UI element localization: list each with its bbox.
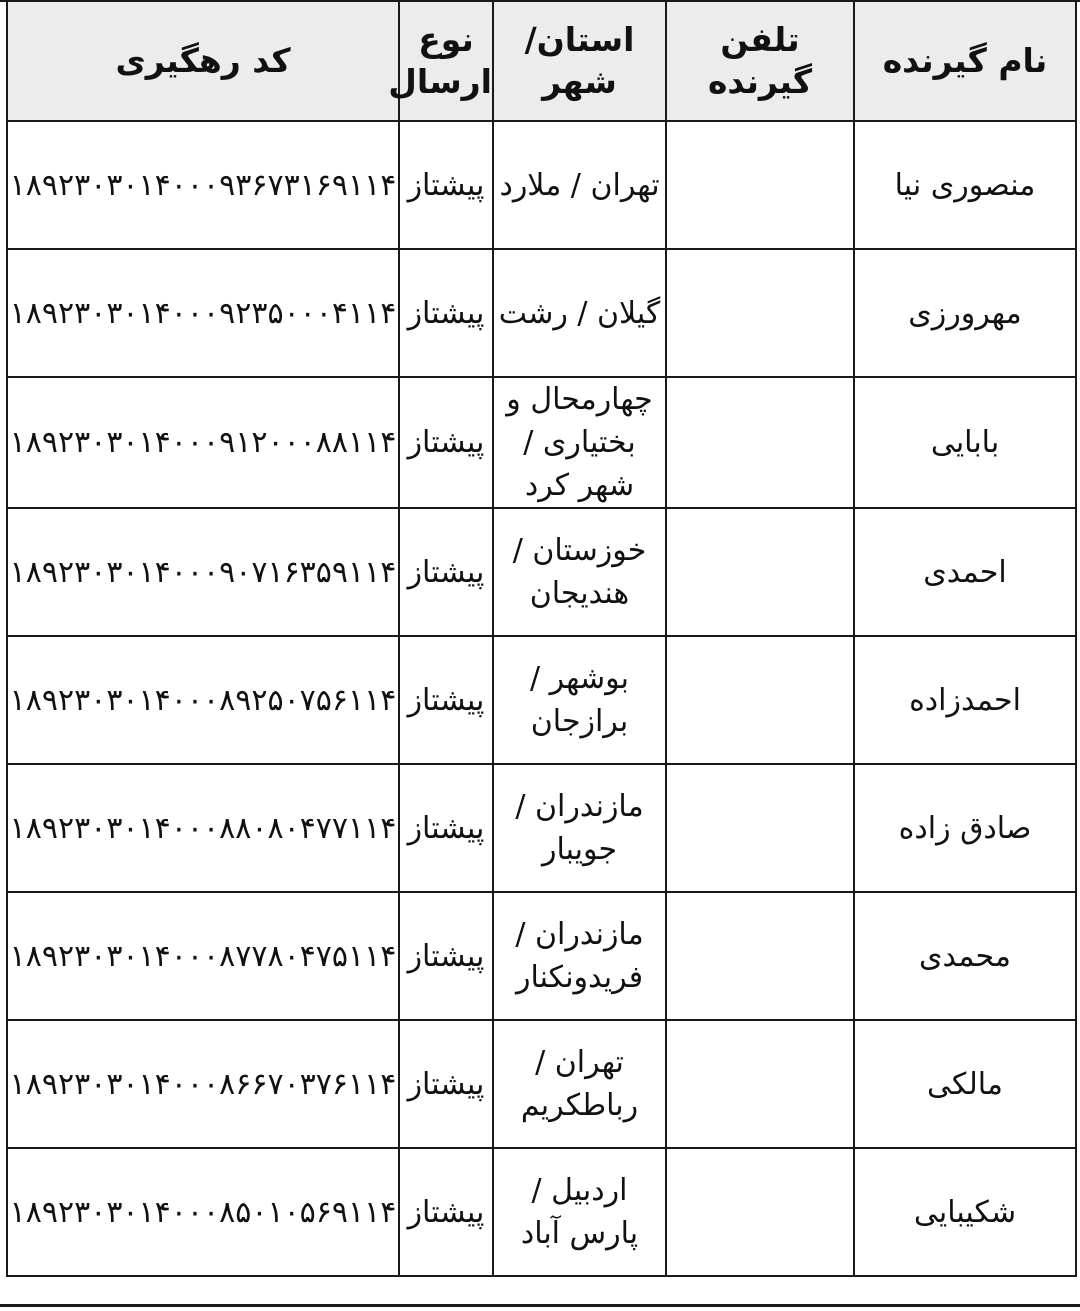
send-type-cell: پیشتاز	[399, 121, 493, 249]
province-city-cell: گیلان / رشت	[493, 249, 666, 377]
recipient-name-cell: شکیبایی	[854, 1148, 1076, 1276]
recipient-name-cell: محمدی	[854, 892, 1076, 1020]
header-recipient-phone: تلفن گیرنده	[666, 1, 854, 121]
province-city-cell: بوشهر / برازجان	[493, 636, 666, 764]
province-city-cell: مازندران / فریدونکنار	[493, 892, 666, 1020]
phone-cell	[666, 1020, 854, 1148]
header-province-city: استان/ شهر	[493, 1, 666, 121]
send-type-cell: پیشتاز	[399, 377, 493, 508]
send-type-cell: پیشتاز	[399, 892, 493, 1020]
send-type-cell: پیشتاز	[399, 249, 493, 377]
send-type-cell: پیشتاز	[399, 1020, 493, 1148]
tracking-code-cell: ۱۸۹۲۳۰۳۰۱۴۰۰۰۹۳۶۷۳۱۶۹۱۱۴	[7, 121, 399, 249]
recipient-name-cell: مهرورزی	[854, 249, 1076, 377]
province-city-cell: تهران / ملارد	[493, 121, 666, 249]
header-send-type: نوع ارسال	[399, 1, 493, 121]
tracking-code-cell: ۱۸۹۲۳۰۳۰۱۴۰۰۰۸۹۲۵۰۷۵۶۱۱۴	[7, 636, 399, 764]
table-row	[7, 508, 1076, 636]
header-tracking-code: کد رهگیری	[7, 1, 399, 121]
recipient-name-cell: احمدزاده	[854, 636, 1076, 764]
table-row	[7, 249, 1076, 377]
header-recipient-name: نام گیرنده	[854, 1, 1076, 121]
shipments-table	[6, 0, 1077, 1277]
phone-cell	[666, 764, 854, 892]
table-row	[7, 892, 1076, 1020]
province-city-cell: مازندران / جویبار	[493, 764, 666, 892]
tracking-code-cell: ۱۸۹۲۳۰۳۰۱۴۰۰۰۹۲۳۵۰۰۰۴۱۱۴	[7, 249, 399, 377]
province-city-cell: اردبیل / پارس آباد	[493, 1148, 666, 1276]
tracking-code-cell: ۱۸۹۲۳۰۳۰۱۴۰۰۰۹۰۷۱۶۳۵۹۱۱۴	[7, 508, 399, 636]
send-type-cell: پیشتاز	[399, 764, 493, 892]
send-type-cell: پیشتاز	[399, 1148, 493, 1276]
table-row	[7, 764, 1076, 892]
recipient-name-cell: بابایی	[854, 377, 1076, 508]
table-row	[7, 1148, 1076, 1276]
recipient-name-cell: احمدی	[854, 508, 1076, 636]
phone-cell	[666, 121, 854, 249]
province-city-cell: تهران / رباطکریم	[493, 1020, 666, 1148]
tracking-code-cell: ۱۸۹۲۳۰۳۰۱۴۰۰۰۸۷۷۸۰۴۷۵۱۱۴	[7, 892, 399, 1020]
send-type-cell: پیشتاز	[399, 636, 493, 764]
table-row	[7, 636, 1076, 764]
table-row	[7, 377, 1076, 508]
phone-cell	[666, 1148, 854, 1276]
tracking-code-cell: ۱۸۹۲۳۰۳۰۱۴۰۰۰۹۱۲۰۰۰۸۸۱۱۴	[7, 377, 399, 508]
phone-cell	[666, 377, 854, 508]
tracking-code-cell: ۱۸۹۲۳۰۳۰۱۴۰۰۰۸۶۶۷۰۳۷۶۱۱۴	[7, 1020, 399, 1148]
table-row	[7, 121, 1076, 249]
send-type-cell: پیشتاز	[399, 508, 493, 636]
table-row	[7, 1020, 1076, 1148]
phone-cell	[666, 636, 854, 764]
phone-cell	[666, 249, 854, 377]
table-header-row	[7, 1, 1076, 121]
recipient-name-cell: صادق زاده	[854, 764, 1076, 892]
phone-cell	[666, 892, 854, 1020]
bottom-border	[0, 1304, 1080, 1307]
province-city-cell: خوزستان / هندیجان	[493, 508, 666, 636]
recipient-name-cell: مالکی	[854, 1020, 1076, 1148]
recipient-name-cell: منصوری نیا	[854, 121, 1076, 249]
tracking-code-cell: ۱۸۹۲۳۰۳۰۱۴۰۰۰۸۵۰۱۰۵۶۹۱۱۴	[7, 1148, 399, 1276]
province-city-cell: چهارمحال و بختیاری / شهر کرد	[493, 377, 666, 508]
tracking-code-cell: ۱۸۹۲۳۰۳۰۱۴۰۰۰۸۸۰۸۰۴۷۷۱۱۴	[7, 764, 399, 892]
phone-cell	[666, 508, 854, 636]
